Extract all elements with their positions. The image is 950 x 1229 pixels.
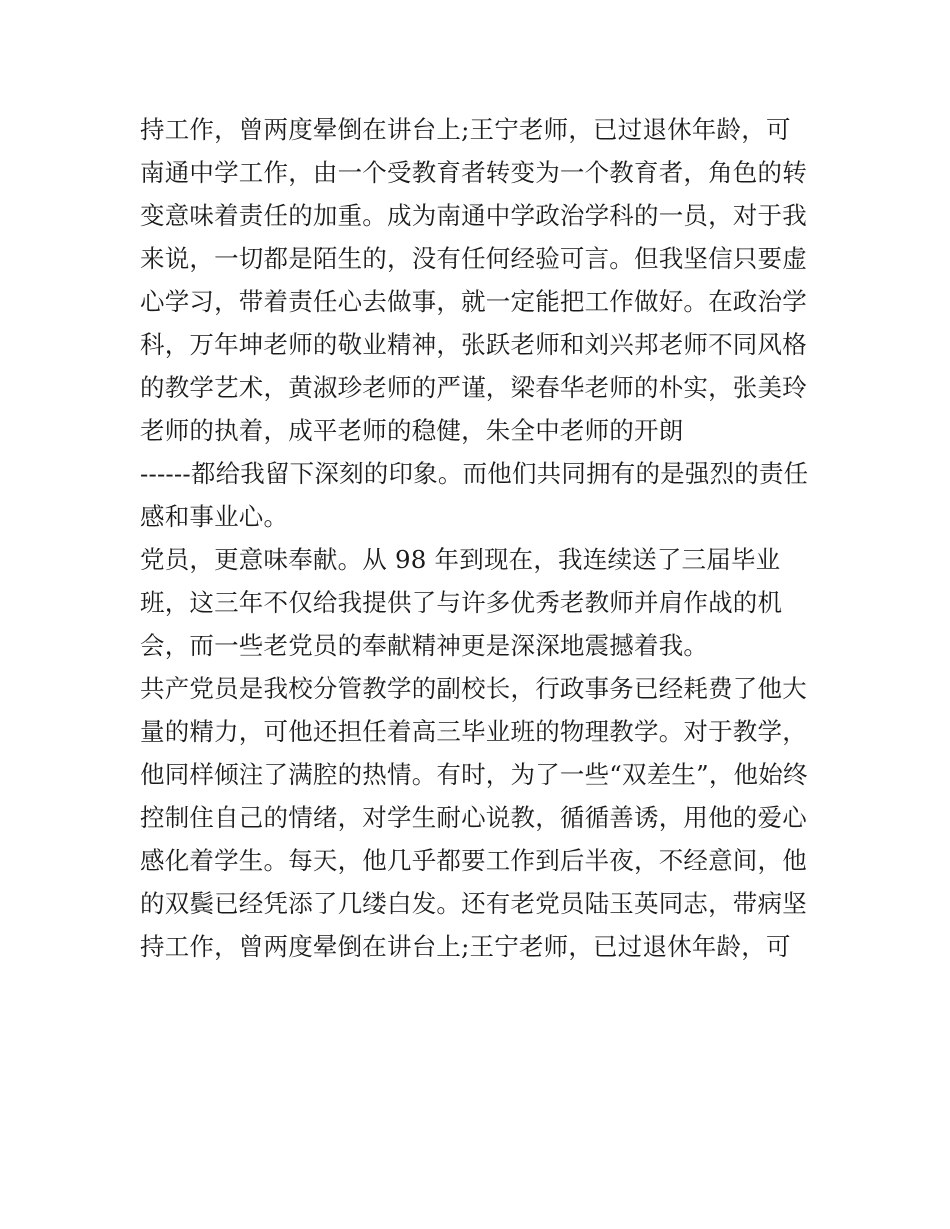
text-line: 老师的执着，成平老师的稳健，朱全中老师的开朗 — [140, 416, 684, 445]
text-line: 会，而一些老党员的奉献精神更是深深地震撼着我。 — [140, 631, 709, 660]
text-line: 南通中学工作，由一个受教育者转变为一个教育者，角色的转 — [140, 158, 807, 187]
text-line: 量的精力，可他还担任着高三毕业班的物理教学。对于教学， — [140, 717, 807, 746]
text-line: 他同样倾注了满腔的热情。有时，为了一些“双差生”，他始终 — [140, 760, 808, 789]
text-line: 党员，更意味奉献。从 98 年到现在，我连续送了三届毕业 — [140, 545, 781, 574]
text-line: 的双鬓已经凭添了几缕白发。还有老党员陆玉英同志，带病坚 — [140, 889, 807, 918]
text-line: 持工作，曾两度晕倒在讲台上;王宁老师，已过退休年龄，可 — [140, 932, 791, 961]
text-line: 科，万年坤老师的敬业精神，张跃老师和刘兴邦老师不同风格 — [140, 330, 807, 359]
text-line: 来说，一切都是陌生的，没有任何经验可言。但我坚信只要虚 — [140, 244, 807, 273]
text-line: 班，这三年不仅给我提供了与许多优秀老教师并肩作战的机 — [140, 588, 783, 617]
text-line: 感化着学生。每天，他几乎都要工作到后半夜，不经意间，他 — [140, 846, 807, 875]
text-line: 共产党员是我校分管教学的副校长，行政事务已经耗费了他大 — [140, 674, 807, 703]
text-line: ------都给我留下深刻的印象。而他们共同拥有的是强烈的责任 — [140, 459, 809, 488]
text-line: 控制住自己的情绪，对学生耐心说教，循循善诱，用他的爱心 — [140, 803, 807, 832]
text-line: 心学习，带着责任心去做事，就一定能把工作做好。在政治学 — [140, 287, 807, 316]
text-line: 的教学艺术，黄淑珍老师的严谨，梁春华老师的朴实，张美玲 — [140, 373, 807, 402]
text-line: 感和事业心。 — [140, 502, 289, 531]
text-line: 持工作，曾两度晕倒在讲台上;王宁老师，已过退休年龄，可 — [140, 115, 791, 144]
body-text — [140, 108, 820, 968]
text-line: 变意味着责任的加重。成为南通中学政治学科的一员，对于我 — [140, 201, 807, 230]
